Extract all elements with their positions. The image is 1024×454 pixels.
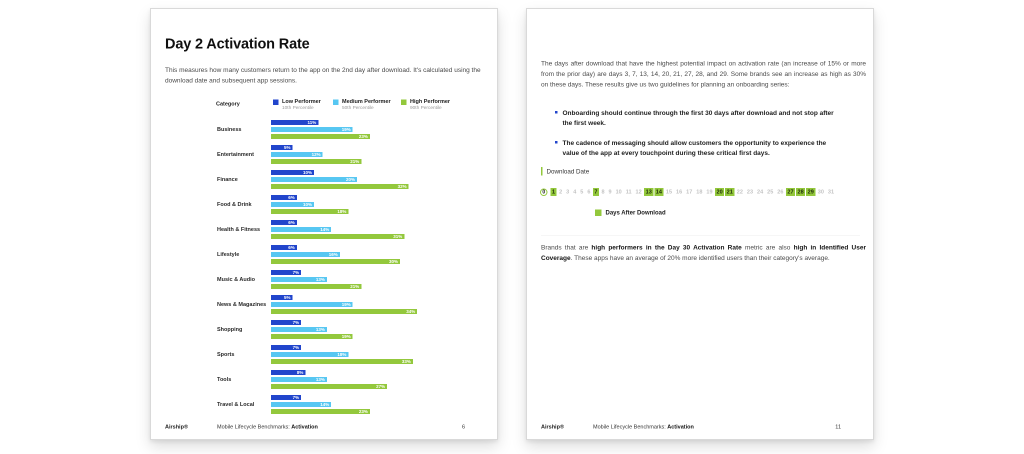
footer-doc-bold: Activation bbox=[291, 424, 318, 430]
bar-low-performer bbox=[271, 270, 301, 275]
bar-value-label: 7% bbox=[292, 270, 300, 275]
bullet-square-icon bbox=[555, 111, 558, 114]
bar-high-performer bbox=[271, 334, 353, 339]
bar-high-performer bbox=[271, 184, 409, 189]
bar-group bbox=[271, 220, 426, 239]
page-title: Day 2 Activation Rate bbox=[165, 36, 310, 52]
bar-high-performer bbox=[271, 359, 413, 364]
bar-value-label: 10% bbox=[302, 170, 312, 175]
report-page-onboarding-guidelines bbox=[526, 8, 874, 440]
calendar-day: 8 bbox=[601, 189, 605, 195]
bar-high-performer bbox=[271, 209, 348, 214]
bar-high-performer bbox=[271, 159, 361, 164]
calendar-day: 11 bbox=[625, 189, 632, 195]
bar-value-label: 13% bbox=[315, 377, 325, 382]
bar-group bbox=[271, 120, 426, 139]
bar-medium-performer bbox=[271, 177, 357, 182]
airship-logo: Airship® bbox=[165, 424, 188, 430]
bar-value-label: 21% bbox=[350, 284, 360, 289]
bar-high-performer bbox=[271, 409, 370, 414]
bar-value-label: 14% bbox=[320, 402, 330, 407]
download-date-text: Download Date bbox=[546, 167, 590, 175]
bar-value-label: 19% bbox=[341, 302, 351, 307]
download-date-tick-icon bbox=[541, 167, 543, 176]
bar-low-performer bbox=[271, 145, 293, 150]
calendar-day-highlighted: 28 bbox=[797, 189, 804, 195]
calendar-day: 9 bbox=[608, 189, 612, 195]
calendar-day: 26 bbox=[777, 189, 784, 195]
calendar-day: 31 bbox=[827, 189, 835, 195]
bar-value-label: 8% bbox=[296, 370, 304, 375]
legend-sublabel: 50th Percentile bbox=[342, 105, 374, 111]
bar-value-label: 19% bbox=[341, 334, 351, 339]
legend-entry-high bbox=[401, 98, 450, 111]
legend-label: Medium Performer bbox=[342, 98, 391, 105]
bar-value-label: 7% bbox=[292, 345, 300, 350]
footer-doc-title bbox=[593, 424, 694, 430]
bar-group bbox=[271, 145, 426, 164]
bar-value-label: 7% bbox=[292, 320, 300, 325]
bar-value-label: 11% bbox=[307, 120, 317, 125]
bar-low-performer bbox=[271, 170, 314, 175]
airship-logo: Airship® bbox=[541, 424, 564, 430]
bar-value-label: 14% bbox=[320, 227, 330, 232]
download-date-label bbox=[541, 167, 589, 176]
bar-value-label: 6% bbox=[288, 220, 295, 225]
bar-low-performer bbox=[271, 370, 305, 375]
chart-legend bbox=[151, 97, 498, 117]
legend-entry-medium bbox=[333, 98, 391, 111]
closing-bold: high performers in the Day 30 Activation Rate bbox=[591, 243, 742, 251]
chart-row bbox=[217, 395, 487, 414]
page-number: 6 bbox=[461, 424, 465, 430]
bar-group bbox=[271, 320, 426, 339]
days-after-download-legend bbox=[595, 209, 666, 216]
bar-low-performer bbox=[271, 320, 301, 325]
bar-value-label: 23% bbox=[358, 409, 368, 414]
bar-value-label: 18% bbox=[337, 352, 347, 357]
bullet-square-icon bbox=[555, 141, 558, 144]
bar-low-performer bbox=[271, 295, 293, 300]
legend-swatch-medium bbox=[333, 100, 339, 106]
day-zero-badge: 0 bbox=[540, 188, 548, 196]
bar-medium-performer bbox=[271, 377, 327, 382]
section-divider bbox=[541, 235, 860, 236]
page-number: 11 bbox=[835, 424, 841, 430]
chart-row bbox=[217, 195, 487, 214]
bar-value-label: 13% bbox=[315, 277, 325, 282]
calendar-day: 10 bbox=[615, 189, 622, 195]
category-label: Music & Audio bbox=[217, 276, 255, 283]
chart-row bbox=[217, 320, 487, 339]
bar-value-label: 21% bbox=[350, 159, 360, 164]
legend-label: High Performer bbox=[410, 98, 451, 105]
bar-group bbox=[271, 295, 426, 314]
chart-row bbox=[217, 220, 487, 239]
category-label: Travel & Local bbox=[217, 401, 255, 408]
closing-text: metric are also bbox=[741, 243, 794, 251]
bar-value-label: 31% bbox=[393, 234, 403, 239]
calendar-day: 24 bbox=[757, 189, 764, 195]
calendar-day-highlighted: 20 bbox=[716, 189, 723, 195]
calendar-day: 17 bbox=[686, 189, 693, 195]
chart-row bbox=[217, 270, 487, 289]
bullet-text: Onboarding should continue through the first 30 days after download and not stop after the first week. bbox=[562, 109, 834, 127]
bar-high-performer bbox=[271, 234, 404, 239]
legend-swatch-high bbox=[401, 100, 407, 106]
calendar-day: 4 bbox=[573, 189, 577, 195]
category-label: Business bbox=[217, 126, 242, 133]
bar-group bbox=[271, 245, 426, 264]
bar-value-label: 10% bbox=[302, 202, 312, 207]
category-label: Entertainment bbox=[217, 151, 254, 158]
calendar-day-highlighted: 7 bbox=[594, 189, 598, 195]
legend-category-label: Category bbox=[216, 101, 240, 107]
bar-group bbox=[271, 370, 426, 389]
bar-low-performer bbox=[271, 220, 297, 225]
calendar-day: 3 bbox=[566, 189, 570, 195]
bar-value-label: 19% bbox=[341, 127, 351, 132]
guidelines-list bbox=[555, 108, 850, 168]
legend-entry-low bbox=[273, 98, 321, 111]
calendar-day-highlighted: 14 bbox=[655, 189, 662, 195]
closing-text: Brands that are bbox=[541, 243, 592, 251]
page-description: This measures how many customers return to the app on the 2nd day after download. It's calculated using the download date and subsequent app sessions. bbox=[165, 66, 481, 84]
bar-group bbox=[271, 345, 426, 364]
page-footer bbox=[541, 424, 851, 432]
bar-high-performer bbox=[271, 384, 387, 389]
legend-swatch-green bbox=[595, 209, 602, 216]
bar-medium-performer bbox=[271, 402, 331, 407]
calendar-day: 12 bbox=[635, 189, 642, 195]
footer-doc-prefix: Mobile Lifecycle Benchmarks: bbox=[217, 424, 292, 430]
closing-text: . These apps have an average of 20% more identified users than their category's average. bbox=[570, 254, 830, 262]
calendar-day-highlighted: 27 bbox=[787, 189, 794, 195]
bar-value-label: 34% bbox=[406, 309, 416, 314]
legend-sublabel: 90th Percentile bbox=[410, 105, 442, 111]
chart-row bbox=[217, 120, 487, 139]
bar-value-label: 23% bbox=[358, 134, 368, 139]
bar-medium-performer bbox=[271, 302, 353, 307]
bar-medium-performer bbox=[271, 127, 353, 132]
bar-medium-performer bbox=[271, 227, 331, 232]
calendar-day-highlighted: 21 bbox=[726, 189, 733, 195]
closing-bold: high in Identified User Coverage bbox=[541, 243, 866, 262]
bullet-text: The cadence of messaging should allow customers the opportunity to experience the value of the app at every touchpoint during these critical first days. bbox=[562, 139, 827, 157]
bar-value-label: 5% bbox=[283, 145, 291, 150]
bar-group bbox=[271, 270, 426, 289]
closing-paragraph bbox=[541, 242, 866, 263]
calendar-day: 18 bbox=[696, 189, 703, 195]
legend-label: Low Performer bbox=[282, 98, 321, 105]
list-item bbox=[555, 138, 850, 158]
bar-value-label: 5% bbox=[283, 295, 291, 300]
bar-value-label: 12% bbox=[311, 152, 321, 157]
bar-value-label: 27% bbox=[376, 384, 386, 389]
bar-value-label: 30% bbox=[388, 259, 398, 264]
footer-doc-title bbox=[217, 424, 318, 430]
bar-low-performer bbox=[271, 195, 297, 200]
bar-low-performer bbox=[271, 120, 318, 125]
bar-high-performer bbox=[271, 309, 417, 314]
bar-medium-performer bbox=[271, 252, 340, 257]
footer-doc-bold: Activation bbox=[667, 424, 694, 430]
calendar-day: 23 bbox=[746, 189, 754, 195]
legend-sublabel: 10th Percentile bbox=[282, 105, 314, 111]
bar-value-label: 6% bbox=[288, 195, 295, 200]
calendar-day: 15 bbox=[665, 189, 673, 195]
bar-value-label: 6% bbox=[288, 245, 295, 250]
bar-value-label: 18% bbox=[337, 209, 347, 214]
category-label: Sports bbox=[217, 351, 235, 358]
calendar-day: 16 bbox=[676, 189, 683, 195]
bar-high-performer bbox=[271, 259, 400, 264]
days-after-download-strip bbox=[540, 188, 865, 196]
category-label: Tools bbox=[217, 376, 232, 383]
calendar-day: 5 bbox=[580, 189, 584, 195]
chart-row bbox=[217, 145, 487, 164]
bar-group bbox=[271, 395, 426, 414]
bar-value-label: 7% bbox=[292, 395, 300, 400]
bar-medium-performer bbox=[271, 327, 327, 332]
activation-bar-chart bbox=[217, 120, 487, 420]
calendar-day: 6 bbox=[587, 189, 591, 195]
bar-medium-performer bbox=[271, 352, 348, 357]
calendar-day-highlighted: 29 bbox=[807, 189, 814, 195]
intro-paragraph: The days after download that have the highest potential impact on activation rate (an increase of 15% or more from the prior day) are days 3, 7, 13, 14, 20, 21, 27, 28, and 29. Some brands see an increase as high as 30% on these days. These results give us two guidelines for planning an onboarding series: bbox=[541, 59, 866, 89]
footer-doc-prefix: Mobile Lifecycle Benchmarks: bbox=[593, 424, 668, 430]
calendar-day-highlighted: 13 bbox=[645, 189, 652, 195]
bar-value-label: 32% bbox=[397, 184, 407, 189]
bar-medium-performer bbox=[271, 202, 314, 207]
legend-label: Days After Download bbox=[605, 209, 666, 216]
category-label: Shopping bbox=[217, 326, 243, 333]
category-label: Finance bbox=[217, 176, 238, 183]
chart-row bbox=[217, 295, 487, 314]
bar-group bbox=[271, 195, 426, 214]
calendar-day: 22 bbox=[736, 189, 743, 195]
report-page-day2-activation bbox=[150, 8, 498, 440]
list-item bbox=[555, 108, 850, 128]
chart-row bbox=[217, 170, 487, 189]
page-footer bbox=[165, 424, 475, 432]
bar-group bbox=[271, 170, 426, 189]
bar-value-label: 20% bbox=[345, 177, 355, 182]
bar-medium-performer bbox=[271, 152, 323, 157]
bar-low-performer bbox=[271, 345, 301, 350]
calendar-day: 30 bbox=[817, 189, 824, 195]
bar-medium-performer bbox=[271, 277, 327, 282]
chart-row bbox=[217, 370, 487, 389]
category-label: Food & Drink bbox=[217, 201, 252, 208]
bar-high-performer bbox=[271, 134, 370, 139]
category-label: Health & Fitness bbox=[217, 226, 261, 233]
calendar-day: 25 bbox=[767, 189, 774, 195]
bar-value-label: 33% bbox=[401, 359, 411, 364]
category-label: News & Magazines bbox=[217, 301, 267, 308]
chart-row bbox=[217, 345, 487, 364]
bar-low-performer bbox=[271, 245, 297, 250]
calendar-day-highlighted: 1 bbox=[552, 189, 556, 195]
legend-swatch-low bbox=[273, 100, 279, 106]
bar-value-label: 13% bbox=[315, 327, 325, 332]
calendar-day: 2 bbox=[559, 189, 563, 195]
bar-low-performer bbox=[271, 395, 301, 400]
calendar-day: 19 bbox=[706, 189, 713, 195]
category-label: Lifestyle bbox=[217, 251, 240, 258]
chart-row bbox=[217, 245, 487, 264]
bar-value-label: 16% bbox=[328, 252, 338, 257]
bar-high-performer bbox=[271, 284, 361, 289]
